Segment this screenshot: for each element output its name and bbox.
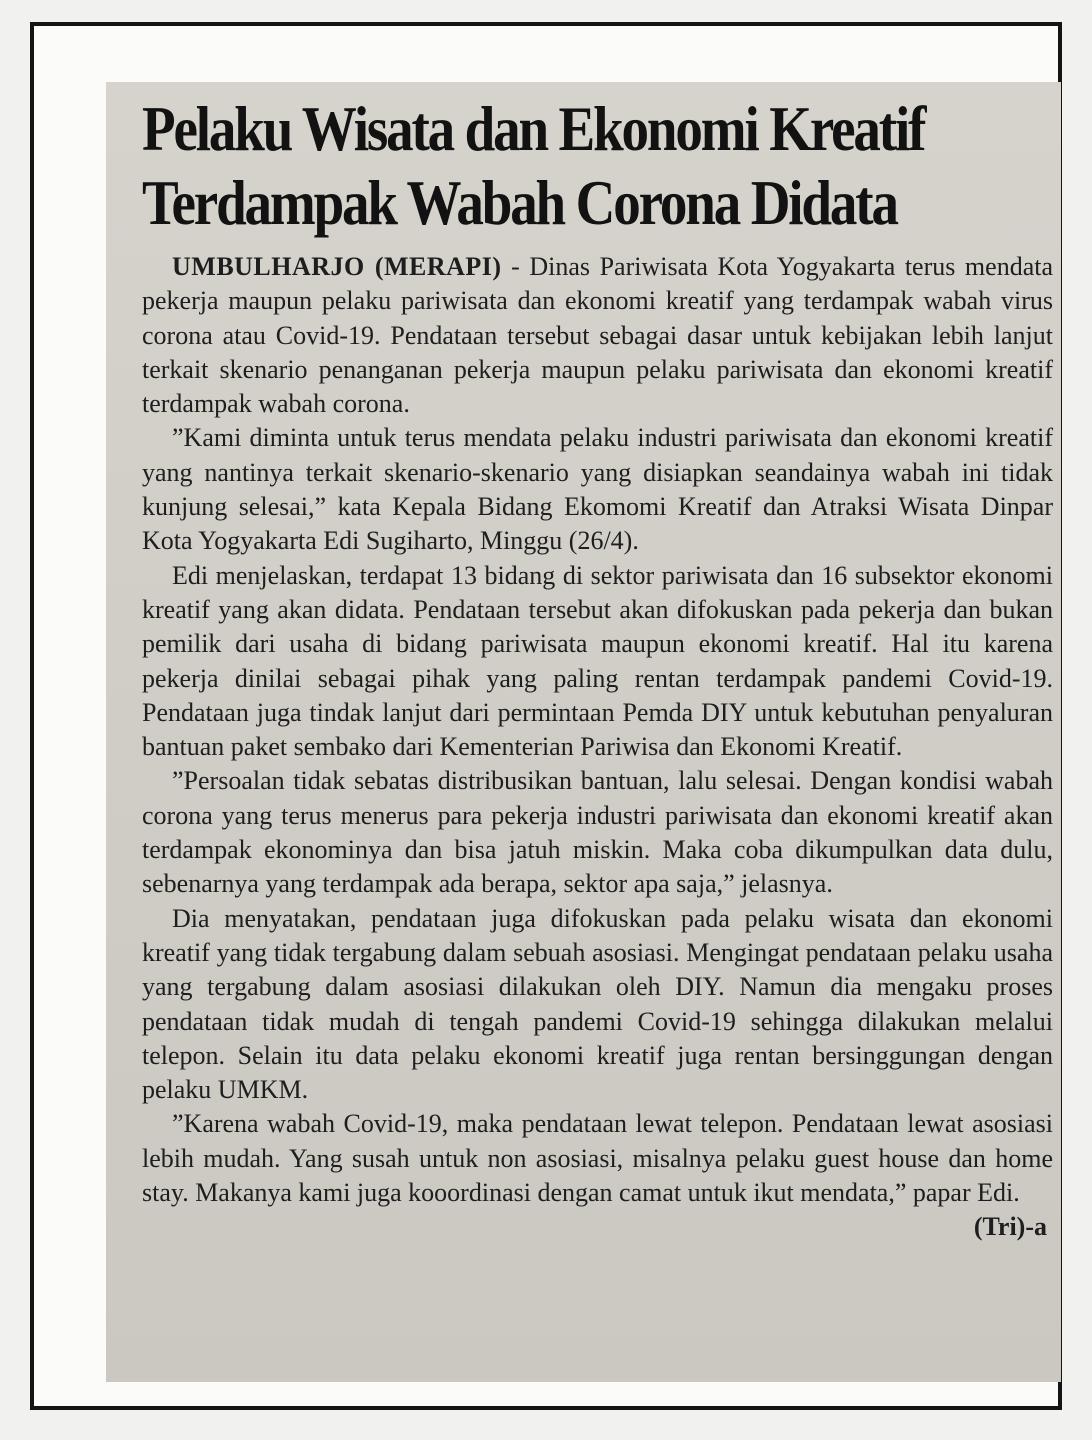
- paragraph-6-text: ”Karena wabah Covid-19, maka pendataan lewat telepon. Pendataan lewat asosiasi lebih mudah. Yang susah untuk non asosiasi, misalnya pelaku guest house dan home stay. Makanya kami juga kooordinasi dengan camat untuk ikut mendata,” papar Edi.: [142, 1109, 1053, 1208]
- dateline: UMBULHARJO (MERAPI): [172, 252, 502, 281]
- paragraph-6: [142, 1107, 1053, 1242]
- article-body: [142, 250, 1053, 1242]
- headline-line-1: Pelaku Wisata dan Ekonomi Kreatif: [142, 93, 925, 164]
- paragraph-1: [142, 250, 1053, 421]
- headline-line-2: Terdampak Wabah Corona Didata: [142, 167, 897, 238]
- paragraph-5: Dia menyatakan, pendataan juga difokuskan pada pelaku wisata dan ekonomi kreatif yang tidak tergabung dalam sebuah asosiasi. Mengingat pendataan pelaku usaha yang tergabung dalam asosiasi dilakukan oleh DIY. Namun dia mengaku proses pendataan tidak mudah di tengah pandemi Covid-19 sehingga dilakukan melalui telepon. Selain itu data pelaku ekonomi kreatif juga rentan bersinggungan dengan pelaku UMKM.: [142, 903, 1053, 1105]
- headline: [142, 92, 925, 240]
- paragraph-1-text: - Dinas Pariwisata Kota Yogyakarta terus mendata pekerja maupun pelaku pariwisata dan ekonomi kreatif yang terdampak wabah virus corona atau Covid-19. Pendataan tersebut sebagai dasar untuk kebijakan lebih lanjut terkait skenario penanganan pekerja maupun pelaku pariwisata dan ekonomi kreatif terdampak wabah corona.: [142, 252, 1053, 419]
- byline: (Tri)-a: [973, 1212, 1047, 1242]
- newspaper-clipping: [106, 82, 1061, 1382]
- paragraph-4: ”Persoalan tidak sebatas distribusikan bantuan, lalu selesai. Dengan kondisi wabah corona yang terus menerus para pekerja industri pariwisata dan ekonomi kreatif akan terdampak ekonominya dan bisa jatuh miskin. Maka coba dikumpulkan data dulu, sebenarnya yang terdampak ada berapa, sektor apa saja,” jelasnya.: [142, 766, 1053, 899]
- paragraph-3: Edi menjelaskan, terdapat 13 bidang di sektor pariwisata dan 16 subsektor ekonomi kreatif yang akan didata. Pendataan tersebut akan difokuskan pada pekerja dan bukan pemilik dari usaha di bidang pariwisata maupun ekonomi kreatif. Hal itu karena pekerja dinilai sebagai pihak yang paling rentan terdampak pandemi Covid-19. Pendataan juga tindak lanjut dari permintaan Pemda DIY untuk kebutuhan penyaluran bantuan paket sembako dari Kementerian Pariwisa dan Ekonomi Kreatif.: [142, 560, 1053, 762]
- paragraph-2: ”Kami diminta untuk terus mendata pelaku industri pariwisata dan ekonomi kreatif yang nantinya terkait skenario-skenario yang disiapkan seandainya wabah ini tidak kunjung selesai,” kata Kepala Bidang Ekomomi Kreatif dan Atraksi Wisata Dinpar Kota Yogyakarta Edi Sugiharto, Minggu (26/4).: [142, 423, 1053, 556]
- photo-frame: [30, 22, 1062, 1410]
